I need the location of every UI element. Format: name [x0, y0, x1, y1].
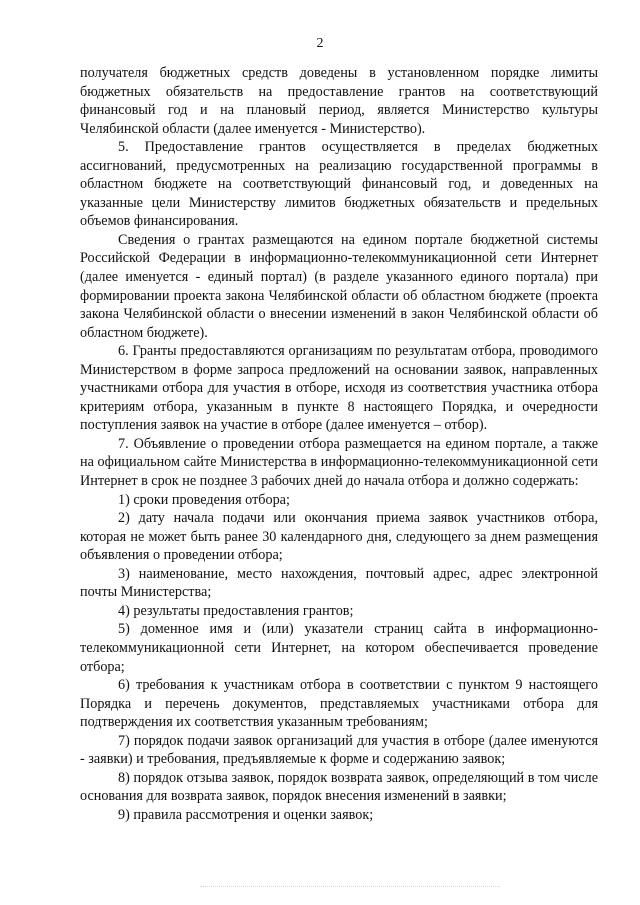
paragraph-grant-info: Сведения о грантах размещаются на едином портале бюджетной системы Российской Федерации в информационно-телекоммуникационной сети Интернет (далее именуется - единый портал) (в разделе указанного единого портала) при формировании проекта закона Челябинской области об областном бюджете (проекта закона Челябинской области о внесении изменений в закон Челябинской области об областном бюджете). [80, 231, 598, 341]
paragraph-item-6: 6. Гранты предоставляются организациям по результатам отбора, проводимого Министерством в форме запроса предложений на основании заявок, направленных участниками отбора для участия в отборе, исходя из соответствия участника отбора критериям отбора, указанным в пункте 8 настоящего Порядка, и очередности поступления заявок на участие в отборе (далее именуется – отбор). [80, 343, 598, 434]
list-item-7-7: 7) порядок подачи заявок организаций для участия в отборе (далее именуются - заявки) и требования, предъявляемые к форме и содержанию заявок; [80, 732, 598, 768]
paragraph-item-5: 5. Предоставление грантов осуществляется в пределах бюджетных ассигнований, предусмотренных на реализацию государственной программы в областном бюджете на соответствующий финансовый год, и доведенных на указанные цели Министерству лимитов бюджетных обязательств и предельных объемов финансирования. [80, 139, 598, 230]
list-item-7-1: 1) сроки проведения отбора; [118, 491, 290, 508]
list-item-7-9: 9) правила рассмотрения и оценки заявок; [118, 806, 374, 823]
paragraph-intro: получателя бюджетных средств доведены в установленном порядке лимиты бюджетных обязательств на предоставление грантов на соответствующий финансовый год и на плановый период, является Министерство культуры Челябинской области (далее именуется - Министерство). [80, 65, 598, 137]
document-body [80, 64, 598, 824]
list-item-7-5: 5) доменное имя и (или) указатели страниц сайта в информационно-телекоммуникационной сети Интернет, на котором обеспечивается проведение отбора; [80, 621, 598, 675]
list-item-7-2: 2) дату начала подачи или окончания приема заявок участников отбора, которая не может быть ранее 30 календарного дня, следующего за днем размещения объявления о проведении отбора; [80, 510, 598, 564]
list-item-7-3: 3) наименование, место нахождения, почтовый адрес, адрес электронной почты Министерства; [80, 565, 598, 601]
list-item-7-6: 6) требования к участникам отбора в соответствии с пунктом 9 настоящего Порядка и перечень документов, представляемых участниками отбора для подтверждения их соответствия указанным требованиям; [80, 677, 598, 731]
page-number: 2 [316, 36, 324, 51]
list-item-7-8: 8) порядок отзыва заявок, порядок возврата заявок, определяющий в том числе основания для возврата заявок, порядок внесения изменений в заявки; [80, 769, 598, 805]
scan-footer-artifact [200, 886, 500, 889]
paragraph-item-7: 7. Объявление о проведении отбора размещается на едином портале, а также на официальном сайте Министерства в информационно-телекоммуникационной сети Интернет в срок не позднее 3 рабочих дней до начала отбора и должно содержать: [80, 435, 598, 490]
list-item-7-4: 4) результаты предоставления грантов; [118, 602, 354, 619]
